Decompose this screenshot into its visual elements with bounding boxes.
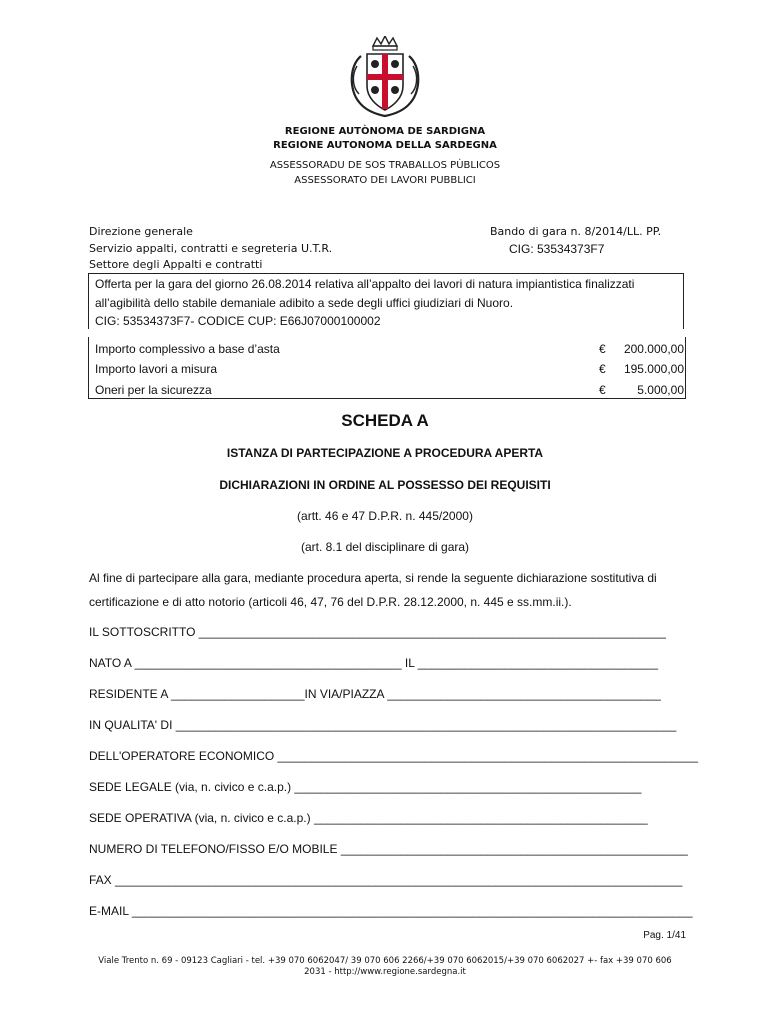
coat-of-arms-icon — [345, 36, 425, 120]
scheda-title: SCHEDA A — [341, 411, 429, 430]
importo-currency: € — [599, 383, 606, 397]
region-name-sardinian: REGIONE AUTÒNOMA DE SARDIGNA — [284, 126, 486, 137]
footer-address: Viale Trento n. 69 - 09123 Cagliari - tel. +39 070 6062047/ 39 070 606 2266/+39 070 6062015/+39 070 6062027 +- fax +39 070 606 — [98, 956, 672, 966]
department-italian: ASSESSORATO DEI LAVORI PUBBLICI — [294, 175, 476, 186]
field-nato-a: NATO A ________________________________________ IL ____________________________________ — [89, 656, 659, 670]
footer-website: 2031 - http://www.regione.sardegna.it — [304, 967, 466, 977]
bando-number: Bando di gara n. 8/2014/LL. PP. — [490, 225, 662, 238]
importo-amount: 5.000,00 — [637, 383, 684, 397]
importo-label: Importo lavori a misura — [95, 362, 218, 376]
field-sottoscritto: IL SOTTOSCRITTO ______________________________________________________________________ — [89, 625, 666, 639]
importo-amount: 195.000,00 — [623, 362, 684, 376]
field-fax: FAX _____________________________________________________________________________________ — [89, 873, 683, 887]
importo-label: Oneri per la sicurezza — [95, 383, 212, 397]
field-qualita: IN QUALITA' DI ___________________________________________________________________________ — [89, 718, 677, 732]
scheda-legal-ref: (artt. 46 e 47 D.P.R. n. 445/2000) — [297, 509, 473, 523]
importo-currency: € — [599, 362, 606, 376]
office-direzione: Direzione generale — [89, 225, 193, 238]
offer-line-1: Offerta per la gara del giorno 26.08.2014 relativa all’appalto dei lavori di natura impiantistica finalizzati — [95, 277, 635, 291]
importo-currency: € — [599, 342, 606, 356]
importo-label: Importo complessivo a base d’asta — [95, 342, 280, 356]
offer-cig-cup: CIG: 53534373F7- CODICE CUP: E66J07000100002 — [95, 314, 381, 328]
field-telefono: NUMERO DI TELEFONO/FISSO E/O MOBILE ____________________________________________________ — [89, 842, 688, 856]
field-operatore-economico: DELL'OPERATORE ECONOMICO _______________________________________________________________ — [89, 749, 698, 763]
field-sede-legale: SEDE LEGALE (via, n. civico e c.a.p.) ____________________________________________________ — [89, 780, 642, 794]
department-sardinian: ASSESSORADU DE SOS TRABALLOS PÙBLICOS — [269, 160, 501, 171]
office-settore: Settore degli Appalti e contratti — [89, 258, 263, 271]
field-email: E-MAIL ____________________________________________________________________________________ — [89, 904, 693, 918]
scheda-disciplinare-ref: (art. 8.1 del disciplinare di gara) — [300, 540, 470, 554]
page-number: Pag. 1/41 — [643, 930, 686, 941]
intro-line-1: Al fine di partecipare alla gara, mediante procedura aperta, si rende la seguente dichiarazione sostitutiva di — [89, 571, 657, 585]
importo-amount: 200.000,00 — [623, 342, 684, 356]
offer-line-2: all’agibilità dello stabile demaniale adibito a sede degli uffici giudiziari di Nuoro. — [95, 296, 514, 310]
region-coat-of-arms-logo — [345, 36, 425, 120]
field-residente: RESIDENTE A ____________________IN VIA/PIAZZA _________________________________________ — [89, 687, 661, 701]
field-sede-operativa: SEDE OPERATIVA (via, n. civico e c.a.p.) __________________________________________________ — [89, 811, 648, 825]
bando-cig: CIG: 53534373F7 — [509, 242, 605, 256]
office-servizio: Servizio appalti, contratti e segreteria U.T.R. — [89, 242, 333, 255]
intro-line-2: certificazione e di atto notorio (articoli 46, 47, 76 del D.P.R. 28.12.2000, n. 445 e ss.mm.ii.). — [89, 595, 572, 609]
scheda-subtitle-istanza: ISTANZA DI PARTECIPAZIONE A PROCEDURA APERTA — [226, 446, 544, 460]
region-name-italian: REGIONE AUTONOMA DELLA SARDEGNA — [273, 140, 497, 151]
scheda-subtitle-dichiarazioni: DICHIARAZIONI IN ORDINE AL POSSESSO DEI REQUISITI — [219, 478, 551, 492]
